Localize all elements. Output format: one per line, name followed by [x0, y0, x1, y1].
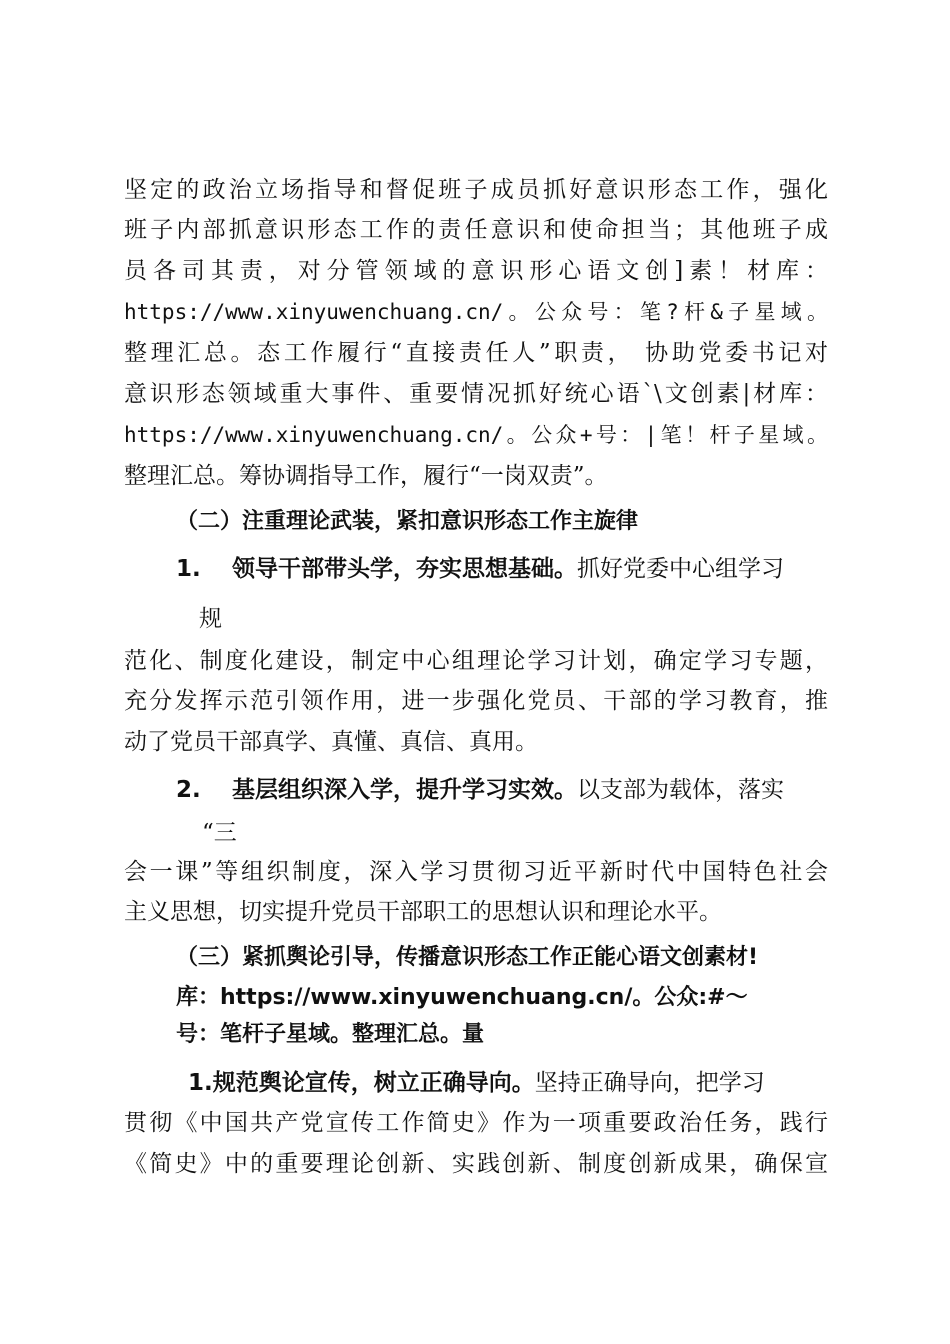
item-2-1-line-3: 动了党员干部真学、真懂、真信、真用。 [124, 729, 538, 755]
section-3-heading-line-2: 库：https://www.xinyuwenchuang.cn/。公众:#～ [176, 985, 748, 1010]
item-2-1-line-1: 范化、制度化建设，制定中心组理论学习计划，确定学习专题， [124, 648, 828, 674]
item-2-2-lead [176, 775, 784, 805]
body-line-7: https://www.xinyuwenchuang.cn/。公众+号：|笔！杆子星域。 [124, 423, 828, 447]
item-3-1-line-2: 《简史》中的重要理论创新、实践创新、制度创新成果，确保宣 [124, 1151, 828, 1177]
body-line-1: 坚定的政治立场指导和督促班子成员抓好意识形态工作，强化 [124, 177, 828, 203]
body-line-6: 意识形态领域重大事件、重要情况抓好统心语`\文创素|材库： [124, 381, 828, 407]
body-line-8: 整理汇总。筹协调指导工作，履行“一岗双责”。 [124, 463, 608, 489]
item-2-1-line-2: 充分发挥示范引领作用，进一步强化党员、干部的学习教育，推 [124, 688, 828, 714]
item-2-1-wrap: 规 [199, 606, 222, 632]
body-line-4: https://www.xinyuwenchuang.cn/。公众号：笔?杆&子星域。 [124, 300, 828, 324]
item-2-2-wrap: “三 [202, 820, 237, 846]
item-2-2-line-2: 主义思想，切实提升党员干部职工的思想认识和理论水平。 [124, 899, 722, 925]
item-2-1-number: 1. [176, 556, 201, 582]
section-3-heading-line-3: 号：笔杆子星域。整理汇总。量 [176, 1022, 485, 1047]
item-2-2-title: 基层组织深入学，提升学习实效。 [232, 777, 577, 803]
item-2-2-text: 以支部为载体，落实 [577, 777, 784, 803]
body-line-5: 整理汇总。态工作履行“直接责任人”职责， 协助党委书记对 [124, 340, 828, 366]
body-line-3: 员各司其责，对分管领域的意识形心语文创]素！材库： [124, 258, 828, 284]
item-2-2-line-1: 会一课”等组织制度，深入学习贯彻习近平新时代中国特色社会 [124, 859, 828, 885]
item-2-1-text: 抓好党委中心组学习 [577, 556, 784, 582]
item-3-1-title: 1.规范舆论宣传，树立正确导向。 [188, 1070, 535, 1096]
item-3-1-text: 坚持正确导向，把学习 [534, 1070, 765, 1096]
body-line-2: 班子内部抓意识形态工作的责任意识和使命担当；其他班子成 [124, 217, 828, 243]
item-3-1-lead [188, 1068, 765, 1098]
item-2-2-number: 2. [176, 777, 201, 803]
item-2-1-title: 领导干部带头学，夯实思想基础。 [232, 556, 577, 582]
section-2-heading: （二）注重理论武装，紧扣意识形态工作主旋律 [176, 509, 639, 534]
item-3-1-line-1: 贯彻《中国共产党宣传工作简史》作为一项重要政治任务，践行 [124, 1110, 828, 1136]
section-3-heading-line-1: （三）紧抓舆论引导，传播意识形态工作正能心语文创素材! [176, 945, 759, 970]
item-2-1-lead [176, 554, 784, 584]
